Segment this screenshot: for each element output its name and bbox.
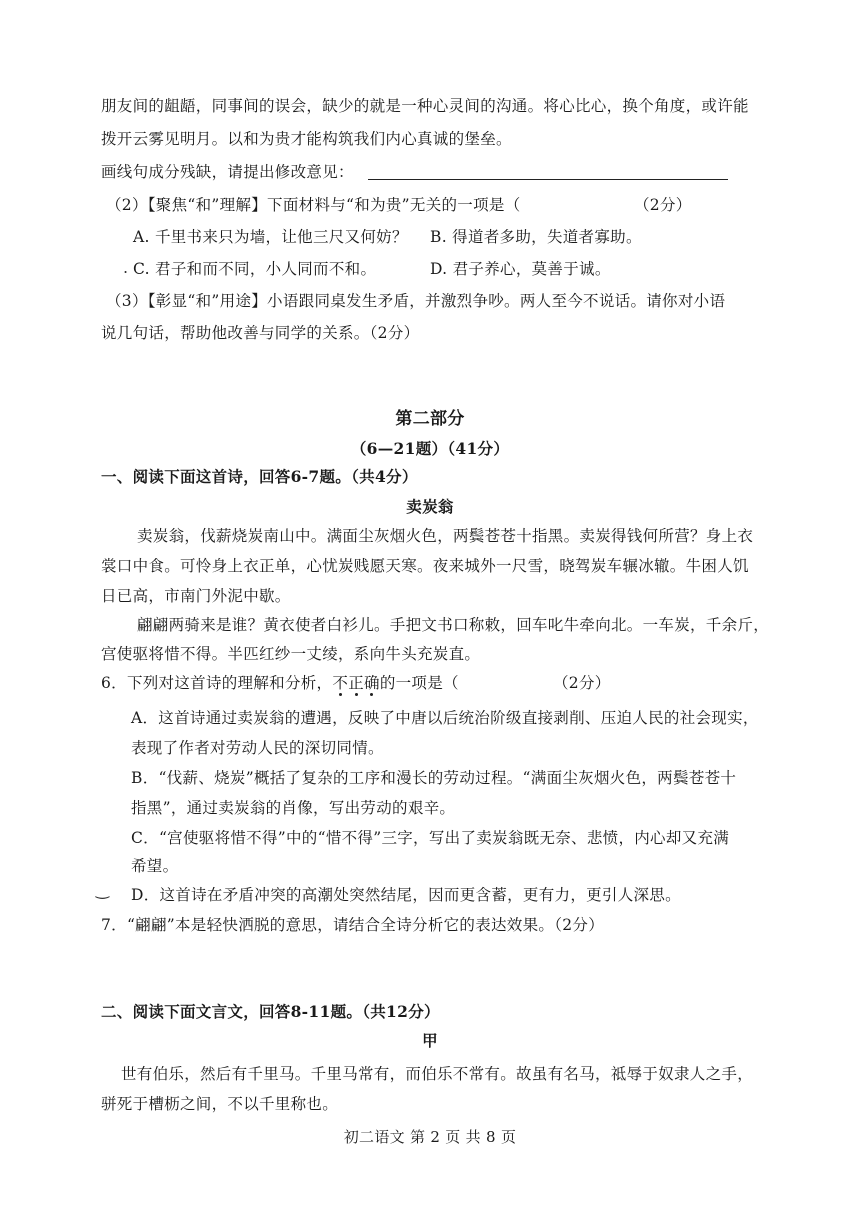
question-2-option-c: C. 君子和而不同，小人同而不和。 bbox=[133, 260, 377, 278]
question-6-option-b-2: 指黑”，通过卖炭翁的肖像，写出劳动的艰辛。 bbox=[131, 799, 456, 817]
question-6-option-c-2: 希望。 bbox=[131, 857, 179, 875]
answer-blank-line bbox=[368, 178, 728, 180]
question-2-option-d: D. 君子养心，莫善于诚。 bbox=[430, 260, 611, 278]
question-6-suffix: 的一项是（ bbox=[379, 674, 459, 692]
question-3-line-2: 说几句话，帮助他改善与同学的关系。（2分） bbox=[101, 324, 420, 342]
part-2-subtitle: （6—21题）（41分） bbox=[350, 439, 510, 458]
question-2-option-a: A. 千里书来只为墙，让他三尺又何妨？ bbox=[133, 228, 408, 246]
pencil-mark: ‿ bbox=[96, 880, 109, 899]
question-3-line-1: （3）【彰显“和”用途】小语跟同桌发生矛盾，并激烈争吵。两人至今不说话。请你对小语 bbox=[106, 292, 726, 310]
page-footer: 初二语文 第 2 页 共 8 页 bbox=[343, 1128, 517, 1146]
question-6-emphasis: 不正确 bbox=[332, 674, 380, 692]
question-6-prefix: 6．下列对这首诗的理解和分析， bbox=[101, 674, 333, 692]
passage-jia-line-1: 世有伯乐，然后有千里马。千里马常有，而伯乐不常有。故虽有名马，祗辱于奴隶人之手， bbox=[121, 1065, 754, 1083]
passage-jia-title: 甲 bbox=[422, 1031, 438, 1050]
poem-line-2: 裳口中食。可怜身上衣正单，心忧炭贱愿天寒。夜来城外一尺雪，晓驾炭车辗冰辙。牛困人饥 bbox=[101, 557, 749, 575]
poem-title: 卖炭翁 bbox=[406, 497, 454, 516]
passage-line-2: 拨开云雾见明月。以和为贵才能构筑我们内心真诚的堡垒。 bbox=[101, 130, 512, 148]
pencil-mark: . bbox=[123, 258, 129, 277]
question-6-option-b-1: B．“伐薪、烧炭”概括了复杂的工序和漫长的劳动过程。“满面尘灰烟火色，两鬓苍苍十 bbox=[131, 769, 737, 787]
question-2-score: （2分） bbox=[634, 196, 692, 214]
poem-line-5: 宫使驱将惜不得。半匹红纱一丈绫，系向牛头充炭直。 bbox=[101, 645, 481, 663]
question-7: 7．“翩翩”本是轻快洒脱的意思，请结合全诗分析它的表达效果。（2分） bbox=[101, 916, 605, 934]
poem-line-4: 翩翩两骑来是谁？黄衣使者白衫儿。手把文书口称敕，回车叱牛牵向北。一车炭，千余斤， bbox=[137, 616, 770, 634]
question-2-option-b: B. 得道者多助，失道者寡助。 bbox=[430, 228, 642, 246]
question-6-score: （2分） bbox=[553, 674, 611, 692]
part-2-title: 第二部分 bbox=[395, 409, 465, 429]
question-6-option-a-1: A．这首诗通过卖炭翁的遭遇，反映了中唐以后统治阶级直接剥削、压迫人民的社会现实， bbox=[131, 709, 759, 727]
poem-line-1: 卖炭翁，伐薪烧炭南山中。满面尘灰烟火色，两鬓苍苍十指黑。卖炭得钱何所营？身上衣 bbox=[137, 527, 754, 545]
question-6-option-d: D．这首诗在矛盾冲突的高潮处突然结尾，因而更含蓄，更有力，更引人深思。 bbox=[131, 886, 681, 904]
question-6 bbox=[101, 672, 459, 694]
section-1-heading: 一、阅读下面这首诗，回答6-7题。（共4分） bbox=[101, 467, 418, 486]
section-2-heading: 二、阅读下面文言文，回答8-11题。（共12分） bbox=[101, 1002, 440, 1021]
revise-prompt: 画线句成分残缺，请提出修改意见： bbox=[101, 163, 354, 181]
question-2-text: （2）【聚焦“和”理解】下面材料与“和为贵”无关的一项是（ bbox=[106, 196, 521, 214]
poem-line-3: 日已高，市南门外泥中歇。 bbox=[101, 587, 291, 605]
passage-jia-line-2: 骈死于槽枥之间，不以千里称也。 bbox=[101, 1095, 339, 1113]
question-6-option-a-2: 表现了作者对劳动人民的深切同情。 bbox=[131, 739, 384, 757]
question-6-option-c-1: C．“宫使驱将惜不得”中的“惜不得”三字，写出了卖炭翁既无奈、悲愤，内心却又充满 bbox=[131, 829, 730, 847]
passage-line-1: 朋友间的龃龉，同事间的误会，缺少的就是一种心灵间的沟通。将心比心，换个角度，或许能 bbox=[101, 97, 749, 115]
